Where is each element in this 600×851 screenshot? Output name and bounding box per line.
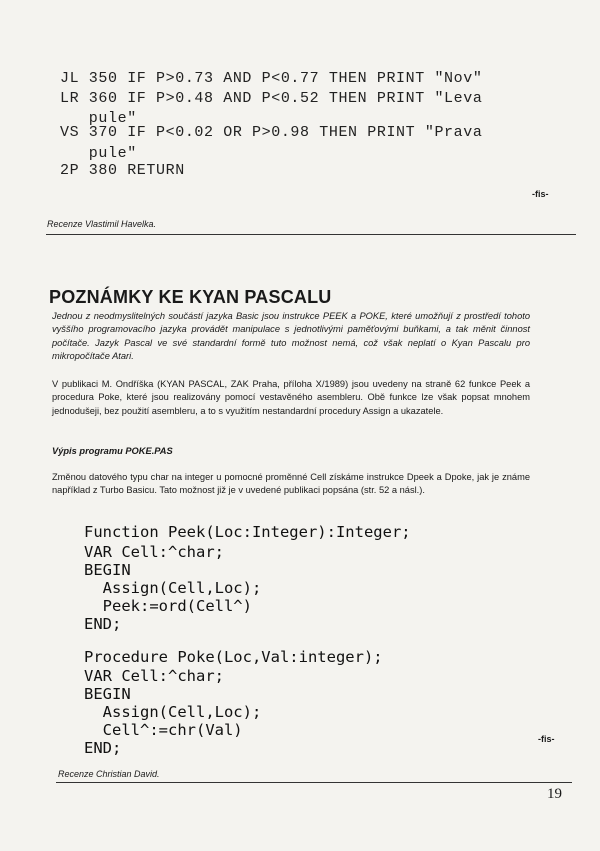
page-number: 19 xyxy=(547,786,562,802)
listing-subheading: Výpis programu POKE.PAS xyxy=(52,446,173,456)
author-signature-top: -fis- xyxy=(532,189,549,199)
bottom-divider xyxy=(56,782,572,783)
pascal-line: BEGIN xyxy=(84,685,131,703)
pascal-line: END; xyxy=(84,615,122,633)
basic-line: pule" xyxy=(60,110,137,127)
basic-line: VS 370 IF P<0.02 OR P>0.98 THEN PRINT "Prava xyxy=(60,124,483,141)
intro-paragraph: Jednou z neodmyslitelných součástí jazyka Basic jsou instrukce PEEK a POKE, které umožňují z prostředí tohoto vyššího programovacího jazyka provádět manipulace s jednotlivými paměťovými buňkami, a tak měnit činnost počítače. Jazyk Pascal ve své standardní formě tuto možnost nemá, což však neplatí o Kyan Pascalu pro mikropočítače Atari. xyxy=(52,311,530,362)
pascal-line: Assign(Cell,Loc); xyxy=(84,579,262,597)
pascal-line: END; xyxy=(84,739,122,757)
pascal-line: VAR Cell:^char; xyxy=(84,543,224,561)
basic-line: pule" xyxy=(60,145,137,162)
article-title: POZNÁMKY KE KYAN PASCALU xyxy=(49,287,332,307)
pascal-line: Procedure Poke(Loc,Val:integer); xyxy=(84,648,383,666)
basic-line: LR 360 IF P>0.48 AND P<0.52 THEN PRINT "Leva xyxy=(60,90,483,107)
pascal-line: Function Peek(Loc:Integer):Integer; xyxy=(84,523,411,541)
author-signature-bottom: -fis- xyxy=(538,734,555,744)
basic-line: JL 350 IF P>0.73 AND P<0.77 THEN PRINT "Nov" xyxy=(60,70,483,87)
pascal-line: BEGIN xyxy=(84,561,131,579)
review-credit-top: Recenze Vlastimil Havelka. xyxy=(47,219,157,229)
body-paragraph-1: V publikaci M. Ondříška (KYAN PASCAL, ZAK Praha, příloha X/1989) jsou uvedeny na straně 62 funkce Peek a procedura Poke, které jsou realizovány pomocí vestavěného asembleru. Obě funkce lze však popsat mnohem jednodušeji, bez použití asembleru, a to s využitím nestandardní procedury Assign a ukazatele. xyxy=(52,379,530,416)
pascal-line: VAR Cell:^char; xyxy=(84,667,224,685)
basic-line: 2P 380 RETURN xyxy=(60,162,185,179)
section-divider xyxy=(46,234,576,235)
pascal-line: Cell^:=chr(Val) xyxy=(84,721,243,739)
body-paragraph-2: Změnou datového typu char na integer u pomocné proměnné Cell získáme instrukce Dpeek a Dpoke, jak je známe například z Turbo Basicu. Tato možnost již je v uvedené publikaci popsána (str. 52 a násl.). xyxy=(52,472,530,496)
pascal-line: Assign(Cell,Loc); xyxy=(84,703,262,721)
pascal-line: Peek:=ord(Cell^) xyxy=(84,597,252,615)
review-credit-bottom: Recenze Christian David. xyxy=(58,769,160,779)
